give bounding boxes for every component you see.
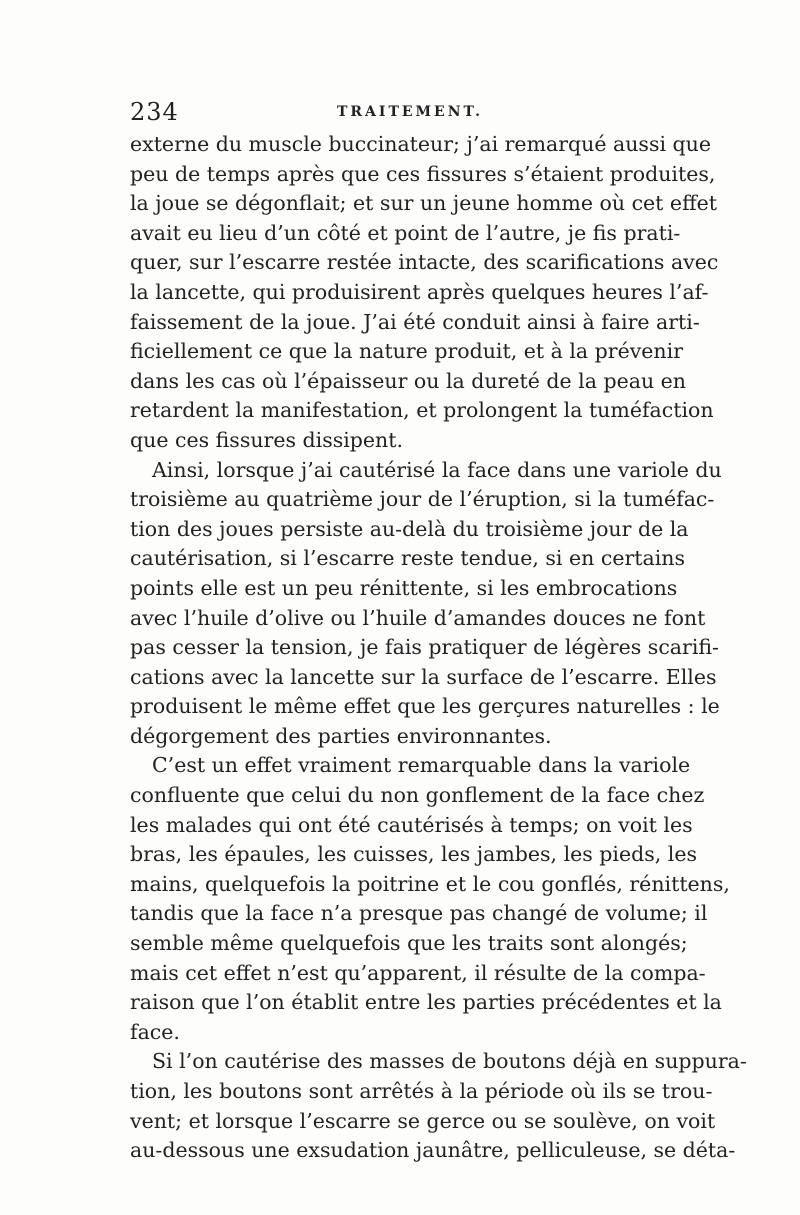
text-line: tandis que la face n’a presque pas changé de volume; il [130,901,708,926]
paragraph [130,456,722,752]
text-line: face. [130,1019,180,1044]
text-line: mais cet effet n’est qu’apparent, il résulte de la compa- [130,960,706,985]
text-line: dans les cas où l’épaisseur ou la dureté de la peau en [130,368,687,393]
text-line: cations avec la lancette sur la surface de l’escarre. Elles [130,664,717,689]
paragraph [130,1047,747,1165]
text-line: les malades qui ont été cautérisés à temps; on voit les [130,812,693,837]
paragraph [130,751,730,1047]
running-title: TRAITEMENT. [337,104,484,120]
text-line: bras, les épaules, les cuisses, les jambes, les pieds, les [130,842,698,867]
paragraph [130,130,719,456]
page-header [130,98,690,128]
text-line: externe du muscle buccinateur; j’ai remarqué aussi que [130,132,711,156]
text-line: avait eu lieu d’un côté et point de l’autre, je fis prati- [130,220,681,245]
text-line: au-dessous une exsudation jaunâtre, pelliculeuse, se déta- [130,1138,736,1163]
body-text [130,130,747,1166]
text-line: confluente que celui du non gonflement de la face chez [130,783,705,808]
text-line: quer, sur l’escarre restée intacte, des scarifications avec [130,250,719,275]
text-line: cautérisation, si l’escarre reste tendue, si en certains [130,546,686,571]
text-line: Si l’on cautérise des masses de boutons déjà en suppura- [152,1049,747,1074]
text-line: C’est un effet vraiment remarquable dans la variole [152,753,691,778]
text-line: points elle est un peu rénittente, si les embrocations [130,575,678,600]
text-line: la joue se dégonflait; et sur un jeune homme où cet effet [130,191,718,216]
page-number: 234 [130,98,179,126]
text-line: vent; et lorsque l’escarre se gerce ou se soulève, on voit [130,1108,716,1133]
text-line: peu de temps après que ces fissures s’étaient produites, [130,161,716,186]
text-line: mains, quelquefois la poitrine et le cou gonflés, rénittens, [130,871,730,896]
text-line: troisième au quatrième jour de l’éruption, si la tuméfac- [130,487,715,512]
text-line: semble même quelquefois que les traits sont alongés; [130,931,688,956]
text-line: avec l’huile d’olive ou l’huile d’amandes douces ne font [130,605,706,630]
text-line: que ces fissures dissipent. [130,427,403,452]
text-line: produisent le même effet que les gerçures naturelles : le [130,694,720,719]
text-line: pas cesser la tension, je fais pratiquer de légères scarifi- [130,635,719,660]
text-line: retardent la manifestation, et prolongent la tuméfaction [130,398,714,423]
text-line: dégorgement des parties environnantes. [130,723,552,748]
text-line: raison que l’on établit entre les parties précédentes et la [130,990,722,1015]
text-line: tion des joues persiste au-delà du troisième jour de la [130,516,689,541]
text-line: faissement de la joue. J’ai été conduit ainsi à faire arti- [130,309,700,334]
text-line: la lancette, qui produisirent après quelques heures l’af- [130,279,709,304]
text-line: Ainsi, lorsque j’ai cautérisé la face dans une variole du [152,457,722,482]
text-line: tion, les boutons sont arrêtés à la période où ils se trou- [130,1079,713,1103]
text-line: ficiellement ce que la nature produit, et à la prévenir [130,339,683,364]
